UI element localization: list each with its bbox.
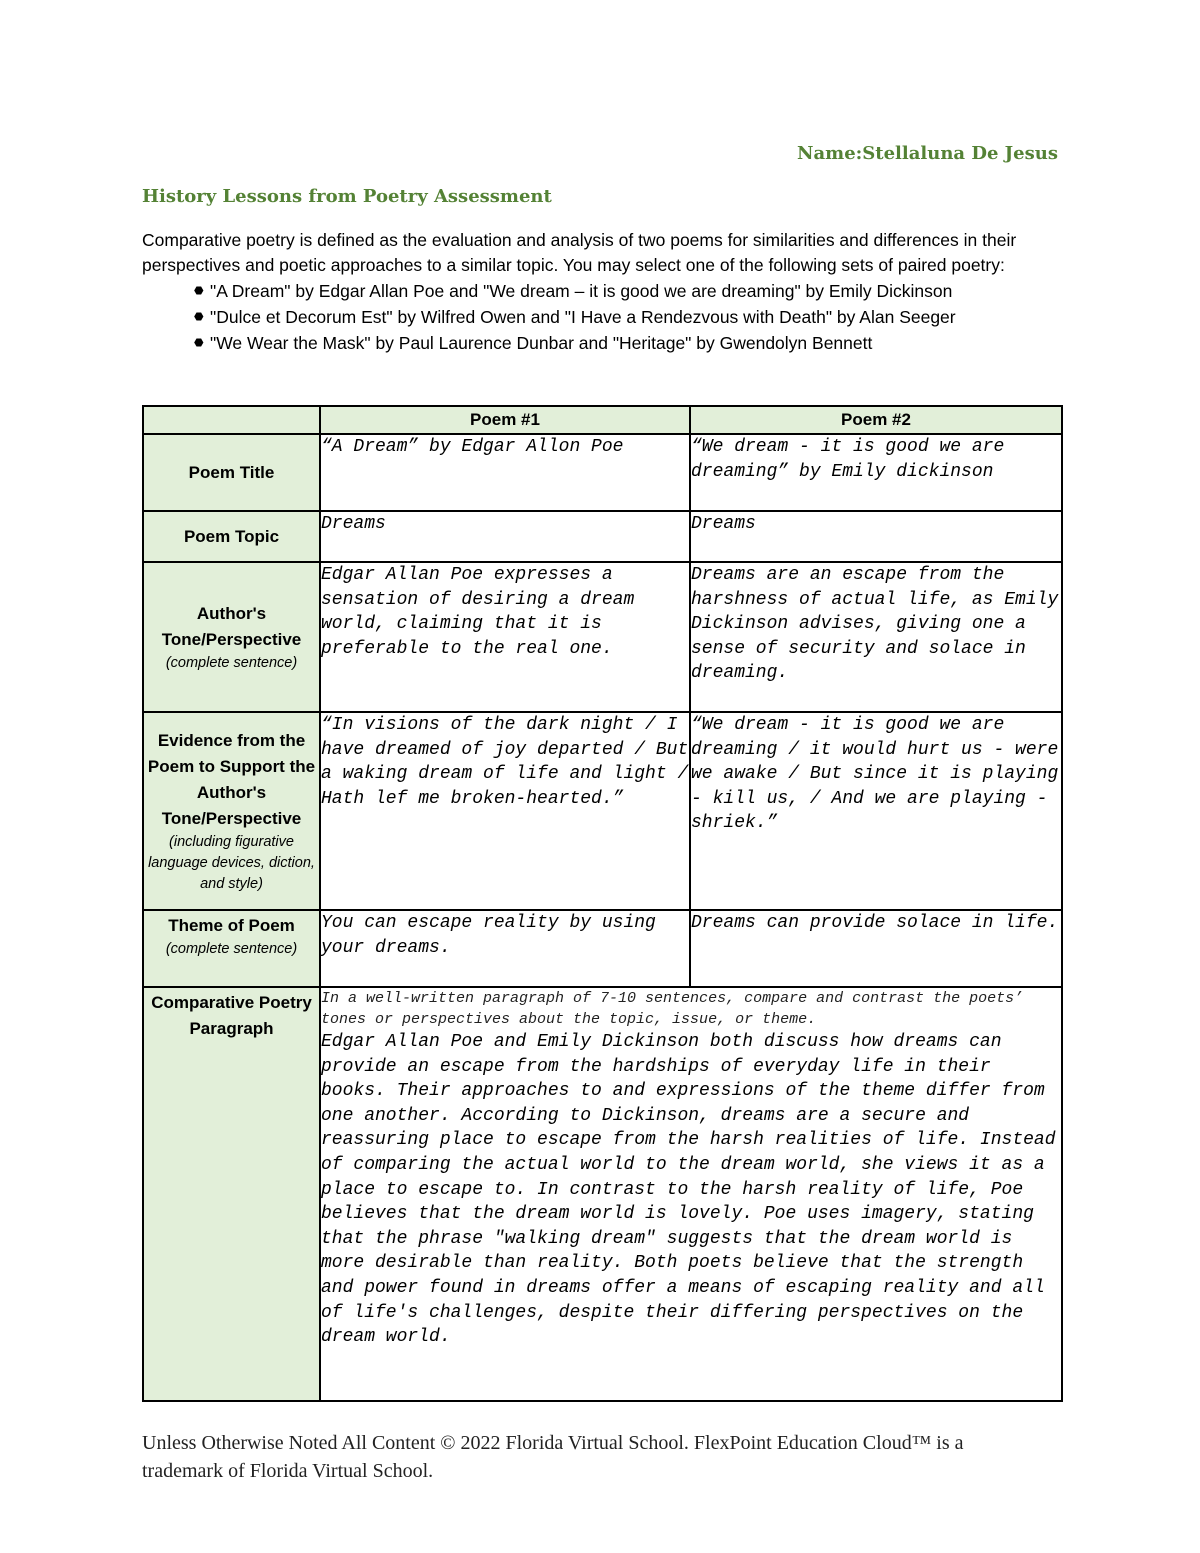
bullet-icon: ⬣	[194, 311, 204, 323]
column-header-poem-1: Poem #1	[320, 406, 690, 434]
row-label-poem-title: Poem Title	[143, 434, 320, 511]
table-row-tone	[143, 562, 1062, 712]
table-row-paragraph	[143, 987, 1062, 1401]
poem-2-theme-cell[interactable]: Dreams can provide solace in life.	[690, 910, 1062, 987]
list-item: ⬣ "We Wear the Mask" by Paul Laurence Dunbar and "Heritage" by Gwendolyn Bennett	[194, 330, 1062, 356]
poem-2-title-cell[interactable]: “We dream - it is good we are dreaming” by Emily dickinson	[690, 434, 1062, 511]
table-row-evidence	[143, 712, 1062, 910]
row-note-tone: (complete sentence)	[165, 654, 298, 671]
blank-header-cell	[143, 406, 320, 434]
poem-1-topic-cell[interactable]: Dreams	[320, 511, 690, 562]
table-row-poem-topic	[143, 511, 1062, 562]
column-header-poem-2: Poem #2	[690, 406, 1062, 434]
copyright-footer: Unless Otherwise Noted All Content © 2022 Florida Virtual School. FlexPoint Education Cloud™ is a trademark of Florida Virtual School.	[142, 1432, 964, 1482]
student-name: Name:Stellaluna De Jesus	[797, 143, 1058, 164]
poem-pair-list	[142, 278, 1062, 356]
bullet-icon: ⬣	[194, 337, 204, 349]
table-row-theme	[143, 910, 1062, 987]
paragraph-prompt: In a well-written paragraph of 7-10 sentences, compare and contrast the poets’ tones or perspectives about the topic, issue, or theme.	[321, 990, 1024, 1028]
comparison-table	[142, 405, 1063, 1402]
table-row-poem-title	[143, 434, 1062, 511]
poem-1-tone-cell[interactable]: Edgar Allan Poe expresses a sensation of desiring a dream world, claiming that it is preferable to the real one.	[320, 562, 690, 712]
bullet-icon: ⬣	[194, 285, 204, 297]
poem-2-tone-cell[interactable]: Dreams are an escape from the harshness of actual life, as Emily Dickinson advises, giving one a sense of security and solace in dreaming.	[690, 562, 1062, 712]
list-item: ⬣ "Dulce et Decorum Est" by Wilfred Owen and "I Have a Rendezvous with Death" by Alan Seeger	[194, 304, 1062, 330]
poem-2-evidence-cell[interactable]: “We dream - it is good we are dreaming / it would hurt us - were we awake / But since it is playing - kill us, / And we are playing - shriek.”	[690, 712, 1062, 910]
paragraph-answer[interactable]: Edgar Allan Poe and Emily Dickinson both discuss how dreams can provide an escape from the hardships of everyday life in their books. Their approaches to and expressions of the theme differ from one another. According to Dickinson, dreams are a secure and reassuring place to escape from the harsh realities of life. Instead of comparing the actual world to the dream world, she views it as a place to escape to. In contrast to the harsh reality of life, Poe believes that the dream world is lovely. Poe uses imagery, stating that the phrase "walking dream" suggests that the dream world is more desirable than reality. Both poets believe that the strength and power found in dreams offer a means of escaping reality and all of life's challenges, despite their differing perspectives on the dream world.	[321, 1032, 1056, 1348]
poem-1-evidence-cell[interactable]: “In visions of the dark night / I have dreamed of joy departed / But a waking dream of life and light / Hath lef me broken-hearted.”	[320, 712, 690, 910]
row-label-poem-topic: Poem Topic	[143, 511, 320, 562]
table-header-row	[143, 406, 1062, 434]
row-note-evidence: (including figurative language devices, diction, and style)	[148, 833, 315, 892]
row-label-theme: Theme of Poem (complete sentence)	[143, 910, 320, 987]
list-item: ⬣ "A Dream" by Edgar Allan Poe and "We dream – it is good we are dreaming" by Emily Dickinson	[194, 278, 1062, 304]
poem-1-title-cell[interactable]: “A Dream” by Edgar Allon Poe	[320, 434, 690, 511]
poem-1-theme-cell[interactable]: You can escape reality by using your dreams.	[320, 910, 690, 987]
row-label-paragraph: Comparative Poetry Paragraph	[143, 987, 320, 1401]
row-label-evidence: Evidence from the Poem to Support the Author's Tone/Perspective (including figurative language devices, diction, and style)	[143, 712, 320, 910]
comparative-paragraph-cell[interactable]	[320, 987, 1062, 1401]
row-note-theme: (complete sentence)	[165, 941, 298, 957]
assessment-title: History Lessons from Poetry Assessment	[142, 186, 552, 207]
poem-2-topic-cell[interactable]: Dreams	[690, 511, 1062, 562]
intro-section	[142, 228, 1062, 356]
intro-paragraph: Comparative poetry is defined as the evaluation and analysis of two poems for similarities and differences in their perspectives and poetic approaches to a similar topic. You may select one of the following sets of paired poetry:	[142, 230, 1017, 275]
row-label-tone: Author's Tone/Perspective (complete sentence)	[143, 562, 320, 712]
